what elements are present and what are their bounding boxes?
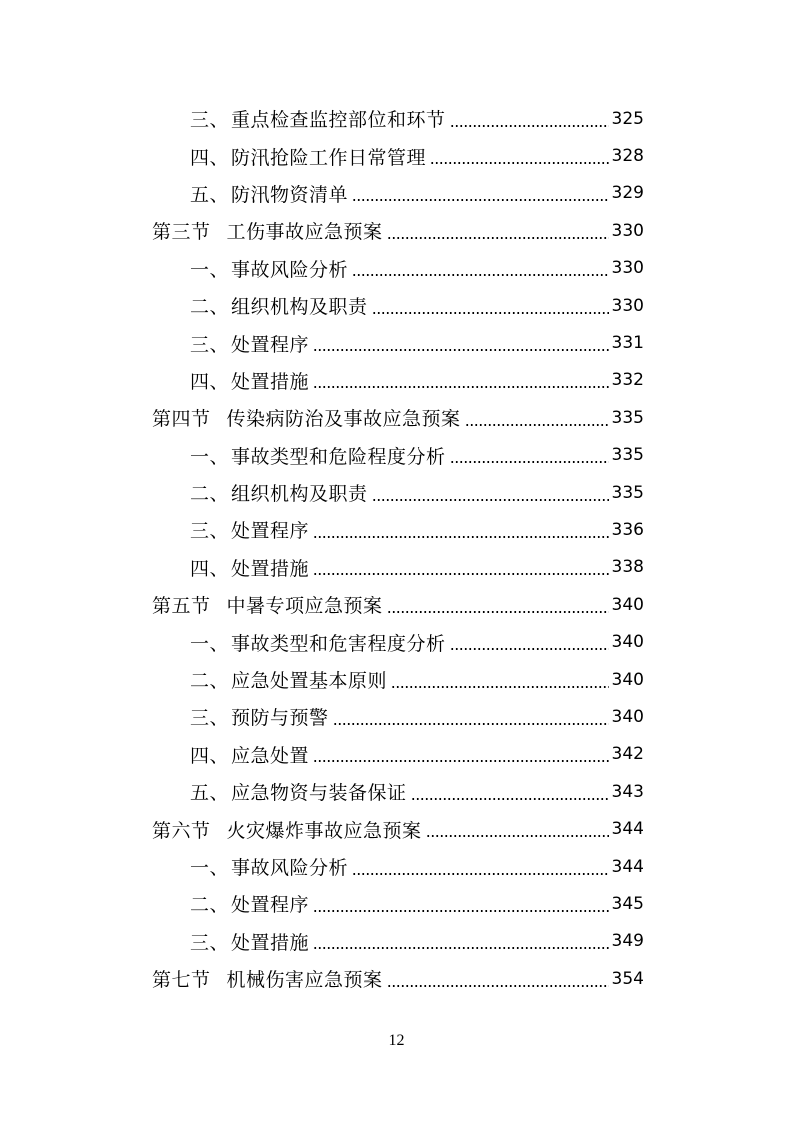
toc-entry-label bbox=[190, 105, 446, 132]
toc-entry-page: 354 bbox=[611, 968, 644, 989]
toc-entry-label bbox=[190, 778, 407, 805]
toc-entry-title: 防汛物资清单 bbox=[231, 183, 349, 206]
toc-entry-prefix: 第三节 bbox=[152, 221, 211, 244]
toc-entry-page: 344 bbox=[611, 819, 644, 840]
toc-entry-page: 340 bbox=[611, 594, 644, 615]
toc-entry-page: 329 bbox=[611, 183, 644, 204]
toc-entry[interactable] bbox=[0, 661, 644, 698]
toc-entry-prefix: 三、 bbox=[190, 707, 230, 730]
dot-leader bbox=[333, 723, 609, 725]
toc-entry-prefix: 一、 bbox=[190, 258, 230, 281]
toc-entry[interactable] bbox=[0, 437, 644, 474]
dot-leader bbox=[372, 499, 609, 501]
toc-entry-title: 事故类型和危害程度分析 bbox=[231, 632, 446, 655]
toc-entry-title: 防汛抢险工作日常管理 bbox=[231, 146, 427, 169]
toc-entry-title: 处置程序 bbox=[231, 894, 310, 917]
toc-entry-page: 342 bbox=[611, 744, 644, 765]
toc-entry[interactable] bbox=[0, 736, 644, 773]
toc-entry-label bbox=[190, 928, 309, 955]
dot-leader bbox=[313, 760, 609, 762]
toc-entry-prefix: 四、 bbox=[190, 744, 230, 767]
toc-entry-label bbox=[190, 741, 309, 768]
toc-entry-title: 应急物资与装备保证 bbox=[231, 782, 407, 805]
toc-entry[interactable] bbox=[0, 250, 644, 287]
toc-entry-title: 预防与预警 bbox=[231, 707, 329, 730]
dot-leader bbox=[426, 835, 609, 837]
toc-entry-page: 335 bbox=[611, 482, 644, 503]
dot-leader bbox=[411, 798, 609, 800]
toc-entry[interactable] bbox=[0, 549, 644, 586]
toc-entry-title: 重点检查监控部位和环节 bbox=[231, 109, 446, 132]
dot-leader bbox=[387, 237, 609, 239]
toc-entry-prefix: 四、 bbox=[190, 557, 230, 580]
toc-entry-label bbox=[190, 890, 309, 917]
toc-entry-label bbox=[190, 516, 309, 543]
dot-leader bbox=[430, 162, 609, 164]
dot-leader bbox=[313, 536, 609, 538]
toc-entry-label bbox=[152, 816, 422, 843]
toc-entry-page: 338 bbox=[611, 557, 644, 578]
toc-entry-page: 343 bbox=[611, 781, 644, 802]
toc-entry[interactable] bbox=[0, 511, 644, 548]
toc-entry[interactable] bbox=[0, 474, 644, 511]
toc-entry-page: 332 bbox=[611, 370, 644, 391]
dot-leader bbox=[313, 573, 609, 575]
toc-entry-title: 组织机构及职责 bbox=[231, 483, 368, 506]
toc-entry-title: 处置程序 bbox=[231, 520, 310, 543]
toc-entry-label bbox=[152, 591, 383, 618]
toc-entry[interactable] bbox=[0, 623, 644, 660]
dot-leader bbox=[313, 910, 609, 912]
toc-entry[interactable] bbox=[0, 773, 644, 810]
dot-leader bbox=[465, 424, 609, 426]
toc-entry[interactable] bbox=[0, 324, 644, 361]
dot-leader bbox=[313, 947, 609, 949]
page-number: 12 bbox=[388, 1032, 405, 1049]
toc-section-entry[interactable] bbox=[0, 586, 644, 623]
dot-leader bbox=[372, 312, 609, 314]
dot-leader bbox=[313, 386, 609, 388]
toc-entry-prefix: 第七节 bbox=[152, 969, 211, 992]
toc-entry[interactable] bbox=[0, 698, 644, 735]
toc-section-entry[interactable] bbox=[0, 212, 644, 249]
dot-leader bbox=[387, 611, 609, 613]
toc-entry-prefix: 四、 bbox=[190, 370, 230, 393]
toc-entry-prefix: 一、 bbox=[190, 632, 230, 655]
toc-entry[interactable] bbox=[0, 923, 644, 960]
toc-entry-prefix: 五、 bbox=[190, 782, 230, 805]
dot-leader bbox=[450, 461, 609, 463]
toc-entry[interactable] bbox=[0, 885, 644, 922]
toc-entry-title: 组织机构及职责 bbox=[231, 296, 368, 319]
dot-leader bbox=[387, 985, 609, 987]
toc-entry-prefix: 二、 bbox=[190, 483, 230, 506]
toc-entry-label bbox=[190, 703, 329, 730]
toc-entry-page: 325 bbox=[611, 108, 644, 129]
toc-section-entry[interactable] bbox=[0, 399, 644, 436]
toc-entry[interactable] bbox=[0, 848, 644, 885]
toc-entry-page: 330 bbox=[611, 258, 644, 279]
dot-leader bbox=[352, 873, 609, 875]
toc-entry-prefix: 五、 bbox=[190, 183, 230, 206]
toc-entry-label bbox=[190, 554, 309, 581]
toc-entry[interactable] bbox=[0, 137, 644, 174]
toc-entry[interactable] bbox=[0, 100, 644, 137]
toc-entry-page: 330 bbox=[611, 295, 644, 316]
toc-entry-label bbox=[190, 479, 368, 506]
toc-entry-title: 中暑专项应急预案 bbox=[226, 595, 383, 618]
toc-entry-page: 340 bbox=[611, 669, 644, 690]
toc-entry-page: 340 bbox=[611, 632, 644, 653]
toc-entry-page: 335 bbox=[611, 407, 644, 428]
toc-entry-label bbox=[190, 255, 348, 282]
toc-entry-label bbox=[190, 666, 387, 693]
toc-section-entry[interactable] bbox=[0, 810, 644, 847]
toc-entry-prefix: 三、 bbox=[190, 931, 230, 954]
toc-entry-page: 335 bbox=[611, 445, 644, 466]
toc-entry-label bbox=[190, 180, 348, 207]
toc-entry-label bbox=[190, 143, 426, 170]
toc-entry-prefix: 四、 bbox=[190, 146, 230, 169]
toc-entry-prefix: 三、 bbox=[190, 109, 230, 132]
dot-leader bbox=[450, 648, 609, 650]
toc-entry-page: 331 bbox=[611, 333, 644, 354]
toc-entry-title: 应急处置基本原则 bbox=[231, 670, 388, 693]
toc-entry-page: 336 bbox=[611, 519, 644, 540]
dot-leader bbox=[352, 199, 609, 201]
toc-entry-title: 处置措施 bbox=[231, 557, 310, 580]
dot-leader bbox=[450, 125, 609, 127]
toc-entry-prefix: 二、 bbox=[190, 296, 230, 319]
toc-entry-label bbox=[190, 629, 446, 656]
toc-entry-label bbox=[152, 965, 383, 992]
toc-entry-title: 处置措施 bbox=[231, 931, 310, 954]
toc-entry[interactable] bbox=[0, 362, 644, 399]
toc-entry[interactable] bbox=[0, 175, 644, 212]
toc-entry-title: 应急处置 bbox=[231, 744, 310, 767]
toc-entry-page: 344 bbox=[611, 856, 644, 877]
toc-entry-page: 349 bbox=[611, 931, 644, 952]
toc-entry-title: 工伤事故应急预案 bbox=[226, 221, 383, 244]
toc-entry-prefix: 第六节 bbox=[152, 819, 211, 842]
toc-section-entry[interactable] bbox=[0, 960, 644, 997]
toc-entry-label bbox=[152, 404, 461, 431]
toc-entry-page: 345 bbox=[611, 893, 644, 914]
toc-entry[interactable] bbox=[0, 287, 644, 324]
toc-entry-label bbox=[190, 330, 309, 357]
toc-entry-prefix: 第五节 bbox=[152, 595, 211, 618]
toc-entry-title: 处置程序 bbox=[231, 333, 310, 356]
toc-entry-page: 340 bbox=[611, 706, 644, 727]
dot-leader bbox=[313, 349, 609, 351]
toc-entry-label bbox=[190, 853, 348, 880]
toc-entry-prefix: 一、 bbox=[190, 857, 230, 879]
dot-leader bbox=[352, 274, 609, 276]
toc-entry-title: 机械伤害应急预案 bbox=[226, 969, 383, 992]
toc-entry-page: 330 bbox=[611, 220, 644, 241]
toc-entry-title: 事故风险分析 bbox=[231, 857, 349, 879]
toc-entry-label bbox=[190, 292, 368, 319]
table-of-contents bbox=[0, 100, 793, 997]
toc-entry-label bbox=[152, 217, 383, 244]
toc-entry-title: 传染病防治及事故应急预案 bbox=[226, 408, 461, 431]
toc-entry-prefix: 二、 bbox=[190, 670, 230, 693]
toc-entry-prefix: 一、 bbox=[190, 445, 230, 468]
toc-entry-prefix: 二、 bbox=[190, 894, 230, 917]
toc-entry-title: 事故风险分析 bbox=[231, 258, 349, 281]
toc-entry-prefix: 三、 bbox=[190, 333, 230, 356]
toc-entry-prefix: 三、 bbox=[190, 520, 230, 543]
toc-entry-label bbox=[190, 442, 446, 469]
toc-entry-title: 处置措施 bbox=[231, 370, 310, 393]
toc-entry-title: 事故类型和危险程度分析 bbox=[231, 445, 446, 468]
toc-entry-label bbox=[190, 367, 309, 394]
dot-leader bbox=[391, 686, 609, 688]
toc-entry-page: 328 bbox=[611, 146, 644, 167]
toc-entry-prefix: 第四节 bbox=[152, 408, 211, 431]
toc-entry-title: 火灾爆炸事故应急预案 bbox=[226, 819, 422, 842]
